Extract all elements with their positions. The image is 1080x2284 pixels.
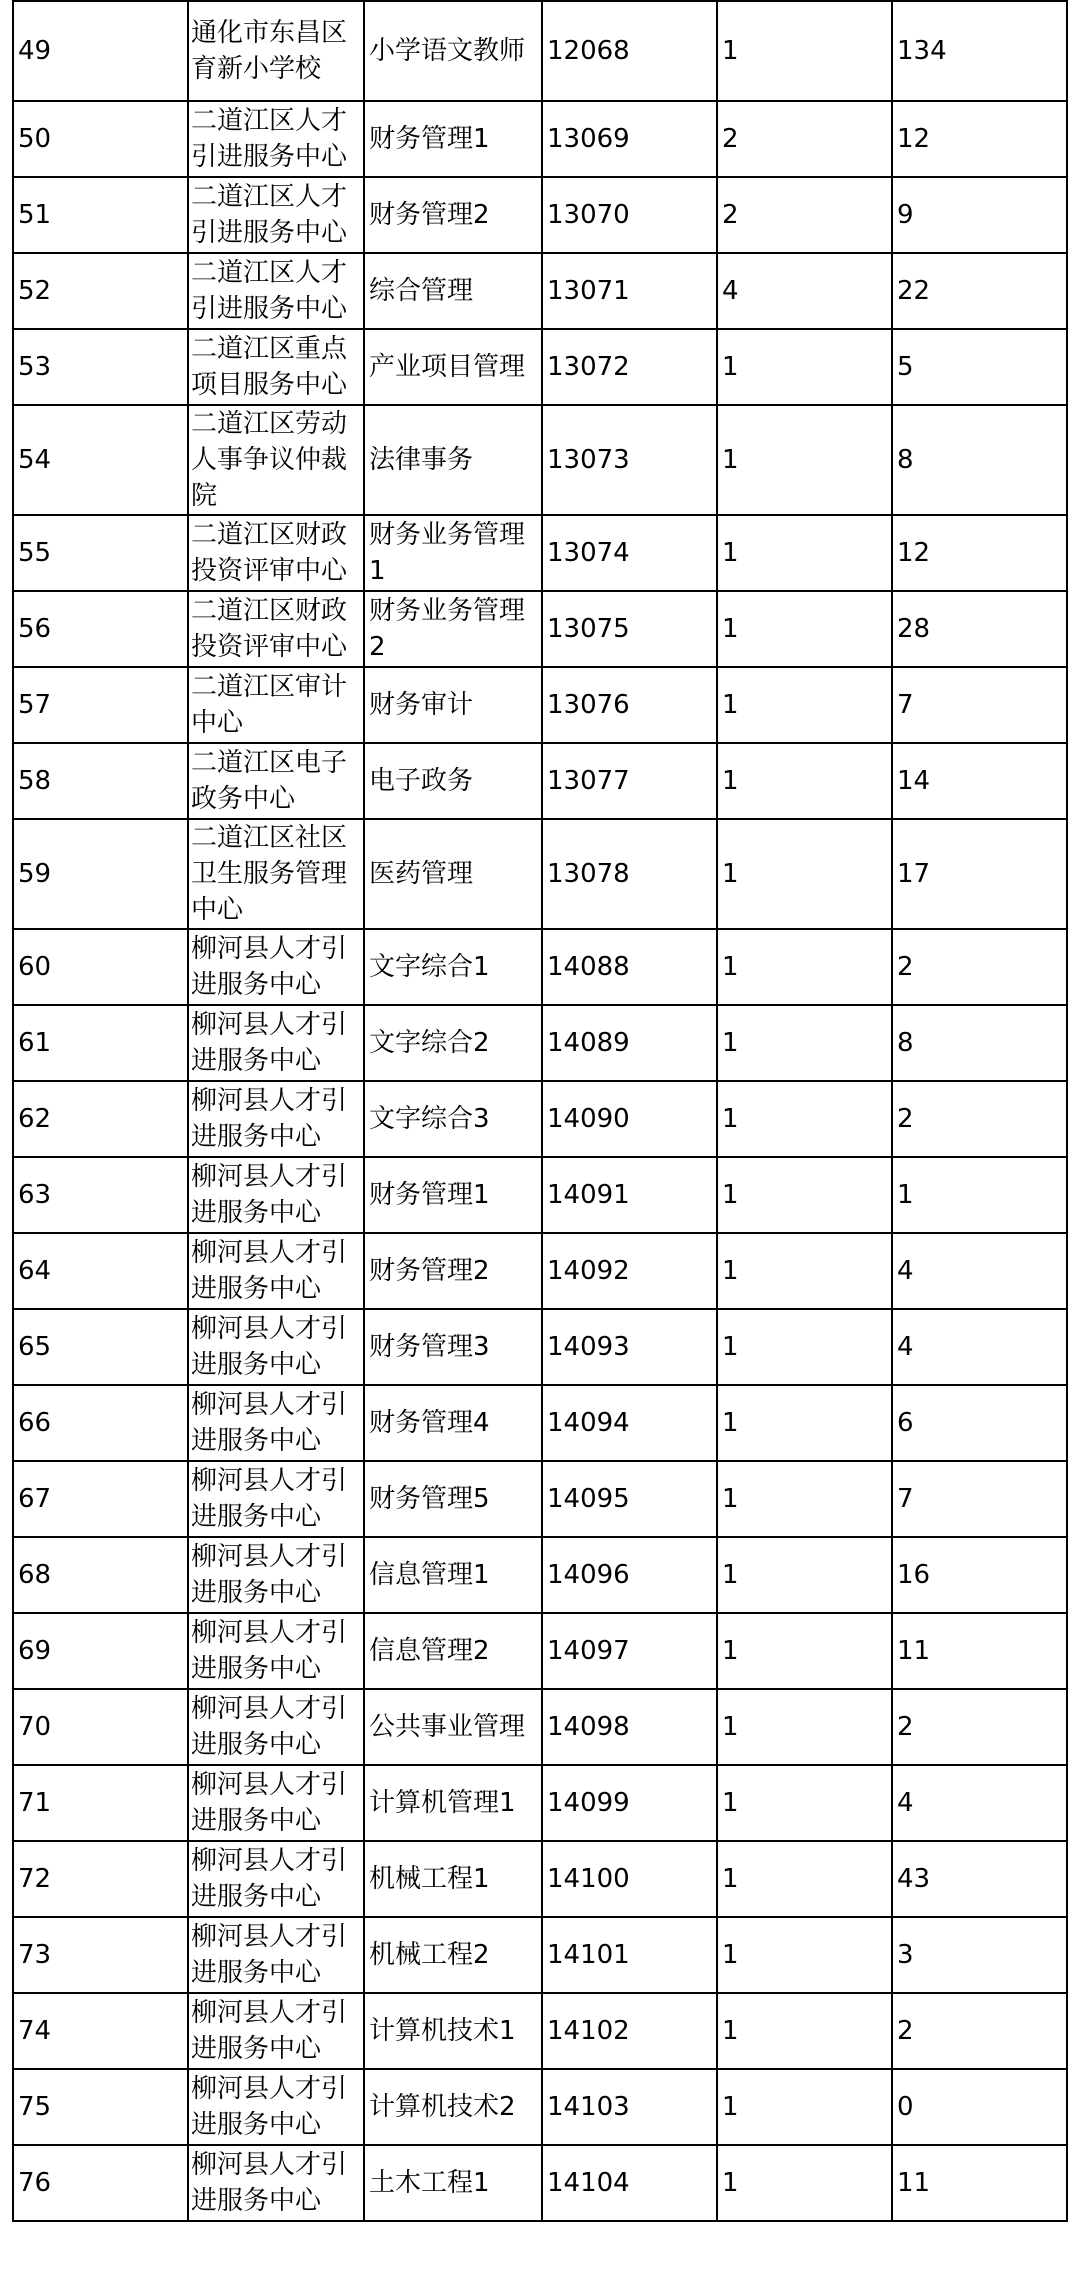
applicant-count-cell: 17 bbox=[892, 819, 1067, 929]
position-code-cell: 14091 bbox=[542, 1157, 717, 1233]
applicant-count-cell: 16 bbox=[892, 1537, 1067, 1613]
position-code-cell: 13069 bbox=[542, 101, 717, 177]
unit-name-cell: 柳河县人才引进服务中心 bbox=[188, 2145, 364, 2221]
position-name-cell: 财务管理4 bbox=[364, 1385, 542, 1461]
position-code-cell: 13078 bbox=[542, 819, 717, 929]
table-row bbox=[13, 1841, 1067, 1917]
position-name-cell: 财务审计 bbox=[364, 667, 542, 743]
position-code-cell: 14088 bbox=[542, 929, 717, 1005]
position-name-cell: 土木工程1 bbox=[364, 2145, 542, 2221]
unit-name-cell: 柳河县人才引进服务中心 bbox=[188, 1385, 364, 1461]
hiring-quota-cell: 1 bbox=[717, 1993, 892, 2069]
hiring-quota-cell: 1 bbox=[717, 1841, 892, 1917]
table-row bbox=[13, 1461, 1067, 1537]
position-code-cell: 14099 bbox=[542, 1765, 717, 1841]
row-number-cell: 63 bbox=[13, 1157, 188, 1233]
position-code-cell: 14094 bbox=[542, 1385, 717, 1461]
table-row bbox=[13, 1233, 1067, 1309]
hiring-quota-cell: 1 bbox=[717, 1081, 892, 1157]
table-row bbox=[13, 177, 1067, 253]
hiring-quota-cell: 1 bbox=[717, 1, 892, 101]
unit-name-cell: 柳河县人才引进服务中心 bbox=[188, 1613, 364, 1689]
applicant-count-cell: 2 bbox=[892, 1993, 1067, 2069]
table-row bbox=[13, 1993, 1067, 2069]
row-number-cell: 62 bbox=[13, 1081, 188, 1157]
row-number-cell: 58 bbox=[13, 743, 188, 819]
table-row bbox=[13, 1689, 1067, 1765]
table-row bbox=[13, 1309, 1067, 1385]
row-number-cell: 71 bbox=[13, 1765, 188, 1841]
hiring-quota-cell: 1 bbox=[717, 1917, 892, 1993]
unit-name-cell: 柳河县人才引进服务中心 bbox=[188, 1233, 364, 1309]
applicant-count-cell: 4 bbox=[892, 1765, 1067, 1841]
position-name-cell: 公共事业管理 bbox=[364, 1689, 542, 1765]
applicant-count-cell: 5 bbox=[892, 329, 1067, 405]
position-name-cell: 法律事务 bbox=[364, 405, 542, 515]
hiring-quota-cell: 1 bbox=[717, 743, 892, 819]
unit-name-cell: 柳河县人才引进服务中心 bbox=[188, 929, 364, 1005]
table-row bbox=[13, 819, 1067, 929]
unit-name-cell: 二道江区财政投资评审中心 bbox=[188, 591, 364, 667]
hiring-quota-cell: 4 bbox=[717, 253, 892, 329]
hiring-quota-cell: 1 bbox=[717, 1385, 892, 1461]
position-name-cell: 财务业务管理1 bbox=[364, 515, 542, 591]
row-number-cell: 55 bbox=[13, 515, 188, 591]
hiring-quota-cell: 2 bbox=[717, 101, 892, 177]
position-name-cell: 机械工程2 bbox=[364, 1917, 542, 1993]
position-name-cell: 计算机技术1 bbox=[364, 1993, 542, 2069]
applicant-count-cell: 2 bbox=[892, 929, 1067, 1005]
position-name-cell: 财务管理1 bbox=[364, 101, 542, 177]
applicant-count-cell: 22 bbox=[892, 253, 1067, 329]
position-code-cell: 14092 bbox=[542, 1233, 717, 1309]
unit-name-cell: 二道江区社区卫生服务管理中心 bbox=[188, 819, 364, 929]
position-code-cell: 13073 bbox=[542, 405, 717, 515]
unit-name-cell: 通化市东昌区育新小学校 bbox=[188, 1, 364, 101]
hiring-quota-cell: 1 bbox=[717, 1537, 892, 1613]
row-number-cell: 73 bbox=[13, 1917, 188, 1993]
unit-name-cell: 柳河县人才引进服务中心 bbox=[188, 1917, 364, 1993]
table-row bbox=[13, 1005, 1067, 1081]
position-name-cell: 产业项目管理 bbox=[364, 329, 542, 405]
applicant-count-cell: 7 bbox=[892, 1461, 1067, 1537]
row-number-cell: 54 bbox=[13, 405, 188, 515]
table-row bbox=[13, 1, 1067, 101]
hiring-quota-cell: 1 bbox=[717, 2145, 892, 2221]
unit-name-cell: 二道江区人才引进服务中心 bbox=[188, 101, 364, 177]
applicant-count-cell: 28 bbox=[892, 591, 1067, 667]
table-row bbox=[13, 2145, 1067, 2221]
unit-name-cell: 柳河县人才引进服务中心 bbox=[188, 1689, 364, 1765]
position-code-cell: 14090 bbox=[542, 1081, 717, 1157]
position-name-cell: 财务管理2 bbox=[364, 1233, 542, 1309]
position-name-cell: 文字综合1 bbox=[364, 929, 542, 1005]
recruitment-table bbox=[12, 0, 1068, 2222]
row-number-cell: 67 bbox=[13, 1461, 188, 1537]
applicant-count-cell: 12 bbox=[892, 101, 1067, 177]
position-code-cell: 14097 bbox=[542, 1613, 717, 1689]
row-number-cell: 60 bbox=[13, 929, 188, 1005]
table-row bbox=[13, 1537, 1067, 1613]
row-number-cell: 51 bbox=[13, 177, 188, 253]
table-row bbox=[13, 667, 1067, 743]
unit-name-cell: 二道江区重点项目服务中心 bbox=[188, 329, 364, 405]
row-number-cell: 64 bbox=[13, 1233, 188, 1309]
hiring-quota-cell: 1 bbox=[717, 329, 892, 405]
unit-name-cell: 二道江区电子政务中心 bbox=[188, 743, 364, 819]
unit-name-cell: 柳河县人才引进服务中心 bbox=[188, 1537, 364, 1613]
table-body bbox=[13, 1, 1067, 2221]
table-row bbox=[13, 1157, 1067, 1233]
position-name-cell: 文字综合3 bbox=[364, 1081, 542, 1157]
table-row bbox=[13, 1613, 1067, 1689]
hiring-quota-cell: 1 bbox=[717, 1765, 892, 1841]
applicant-count-cell: 1 bbox=[892, 1157, 1067, 1233]
table-row bbox=[13, 253, 1067, 329]
row-number-cell: 50 bbox=[13, 101, 188, 177]
position-code-cell: 13070 bbox=[542, 177, 717, 253]
applicant-count-cell: 12 bbox=[892, 515, 1067, 591]
position-name-cell: 计算机技术2 bbox=[364, 2069, 542, 2145]
unit-name-cell: 柳河县人才引进服务中心 bbox=[188, 1081, 364, 1157]
position-name-cell: 财务业务管理2 bbox=[364, 591, 542, 667]
position-name-cell: 电子政务 bbox=[364, 743, 542, 819]
unit-name-cell: 二道江区劳动人事争议仲裁院 bbox=[188, 405, 364, 515]
hiring-quota-cell: 1 bbox=[717, 1689, 892, 1765]
position-name-cell: 医药管理 bbox=[364, 819, 542, 929]
position-code-cell: 13075 bbox=[542, 591, 717, 667]
position-code-cell: 14102 bbox=[542, 1993, 717, 2069]
applicant-count-cell: 4 bbox=[892, 1233, 1067, 1309]
hiring-quota-cell: 1 bbox=[717, 1005, 892, 1081]
hiring-quota-cell: 1 bbox=[717, 819, 892, 929]
applicant-count-cell: 2 bbox=[892, 1689, 1067, 1765]
row-number-cell: 57 bbox=[13, 667, 188, 743]
table-row bbox=[13, 1081, 1067, 1157]
unit-name-cell: 柳河县人才引进服务中心 bbox=[188, 2069, 364, 2145]
table-row bbox=[13, 405, 1067, 515]
position-name-cell: 财务管理2 bbox=[364, 177, 542, 253]
row-number-cell: 53 bbox=[13, 329, 188, 405]
unit-name-cell: 二道江区财政投资评审中心 bbox=[188, 515, 364, 591]
table-row bbox=[13, 743, 1067, 819]
hiring-quota-cell: 1 bbox=[717, 1157, 892, 1233]
row-number-cell: 72 bbox=[13, 1841, 188, 1917]
row-number-cell: 65 bbox=[13, 1309, 188, 1385]
recruitment-table-container bbox=[12, 0, 1066, 2222]
unit-name-cell: 柳河县人才引进服务中心 bbox=[188, 1005, 364, 1081]
table-row bbox=[13, 1917, 1067, 1993]
hiring-quota-cell: 1 bbox=[717, 667, 892, 743]
unit-name-cell: 柳河县人才引进服务中心 bbox=[188, 1841, 364, 1917]
row-number-cell: 66 bbox=[13, 1385, 188, 1461]
unit-name-cell: 二道江区人才引进服务中心 bbox=[188, 177, 364, 253]
position-name-cell: 小学语文教师 bbox=[364, 1, 542, 101]
row-number-cell: 69 bbox=[13, 1613, 188, 1689]
table-row bbox=[13, 1385, 1067, 1461]
hiring-quota-cell: 1 bbox=[717, 1613, 892, 1689]
hiring-quota-cell: 1 bbox=[717, 515, 892, 591]
position-code-cell: 14103 bbox=[542, 2069, 717, 2145]
applicant-count-cell: 0 bbox=[892, 2069, 1067, 2145]
position-name-cell: 信息管理2 bbox=[364, 1613, 542, 1689]
row-number-cell: 49 bbox=[13, 1, 188, 101]
hiring-quota-cell: 1 bbox=[717, 1309, 892, 1385]
applicant-count-cell: 134 bbox=[892, 1, 1067, 101]
applicant-count-cell: 3 bbox=[892, 1917, 1067, 1993]
position-name-cell: 文字综合2 bbox=[364, 1005, 542, 1081]
position-code-cell: 14096 bbox=[542, 1537, 717, 1613]
position-code-cell: 14093 bbox=[542, 1309, 717, 1385]
unit-name-cell: 柳河县人才引进服务中心 bbox=[188, 1993, 364, 2069]
applicant-count-cell: 8 bbox=[892, 405, 1067, 515]
row-number-cell: 59 bbox=[13, 819, 188, 929]
table-row bbox=[13, 101, 1067, 177]
applicant-count-cell: 4 bbox=[892, 1309, 1067, 1385]
table-row bbox=[13, 2069, 1067, 2145]
row-number-cell: 52 bbox=[13, 253, 188, 329]
unit-name-cell: 二道江区审计中心 bbox=[188, 667, 364, 743]
position-code-cell: 13077 bbox=[542, 743, 717, 819]
position-name-cell: 机械工程1 bbox=[364, 1841, 542, 1917]
applicant-count-cell: 9 bbox=[892, 177, 1067, 253]
table-row bbox=[13, 929, 1067, 1005]
position-code-cell: 14100 bbox=[542, 1841, 717, 1917]
hiring-quota-cell: 1 bbox=[717, 2069, 892, 2145]
table-row bbox=[13, 591, 1067, 667]
hiring-quota-cell: 1 bbox=[717, 1461, 892, 1537]
applicant-count-cell: 8 bbox=[892, 1005, 1067, 1081]
position-code-cell: 13072 bbox=[542, 329, 717, 405]
position-code-cell: 14104 bbox=[542, 2145, 717, 2221]
applicant-count-cell: 11 bbox=[892, 1613, 1067, 1689]
hiring-quota-cell: 1 bbox=[717, 591, 892, 667]
row-number-cell: 68 bbox=[13, 1537, 188, 1613]
row-number-cell: 75 bbox=[13, 2069, 188, 2145]
applicant-count-cell: 6 bbox=[892, 1385, 1067, 1461]
applicant-count-cell: 14 bbox=[892, 743, 1067, 819]
table-row bbox=[13, 329, 1067, 405]
applicant-count-cell: 2 bbox=[892, 1081, 1067, 1157]
position-code-cell: 14098 bbox=[542, 1689, 717, 1765]
position-name-cell: 信息管理1 bbox=[364, 1537, 542, 1613]
unit-name-cell: 柳河县人才引进服务中心 bbox=[188, 1765, 364, 1841]
unit-name-cell: 柳河县人才引进服务中心 bbox=[188, 1461, 364, 1537]
position-name-cell: 财务管理1 bbox=[364, 1157, 542, 1233]
row-number-cell: 70 bbox=[13, 1689, 188, 1765]
hiring-quota-cell: 1 bbox=[717, 1233, 892, 1309]
position-code-cell: 14089 bbox=[542, 1005, 717, 1081]
position-name-cell: 财务管理5 bbox=[364, 1461, 542, 1537]
unit-name-cell: 柳河县人才引进服务中心 bbox=[188, 1157, 364, 1233]
hiring-quota-cell: 2 bbox=[717, 177, 892, 253]
applicant-count-cell: 43 bbox=[892, 1841, 1067, 1917]
hiring-quota-cell: 1 bbox=[717, 405, 892, 515]
position-code-cell: 13071 bbox=[542, 253, 717, 329]
applicant-count-cell: 11 bbox=[892, 2145, 1067, 2221]
position-code-cell: 14095 bbox=[542, 1461, 717, 1537]
position-name-cell: 财务管理3 bbox=[364, 1309, 542, 1385]
row-number-cell: 56 bbox=[13, 591, 188, 667]
applicant-count-cell: 7 bbox=[892, 667, 1067, 743]
position-code-cell: 13074 bbox=[542, 515, 717, 591]
hiring-quota-cell: 1 bbox=[717, 929, 892, 1005]
position-code-cell: 12068 bbox=[542, 1, 717, 101]
table-row bbox=[13, 1765, 1067, 1841]
position-code-cell: 14101 bbox=[542, 1917, 717, 1993]
position-name-cell: 计算机管理1 bbox=[364, 1765, 542, 1841]
unit-name-cell: 二道江区人才引进服务中心 bbox=[188, 253, 364, 329]
row-number-cell: 74 bbox=[13, 1993, 188, 2069]
position-code-cell: 13076 bbox=[542, 667, 717, 743]
row-number-cell: 61 bbox=[13, 1005, 188, 1081]
position-name-cell: 综合管理 bbox=[364, 253, 542, 329]
table-row bbox=[13, 515, 1067, 591]
row-number-cell: 76 bbox=[13, 2145, 188, 2221]
unit-name-cell: 柳河县人才引进服务中心 bbox=[188, 1309, 364, 1385]
